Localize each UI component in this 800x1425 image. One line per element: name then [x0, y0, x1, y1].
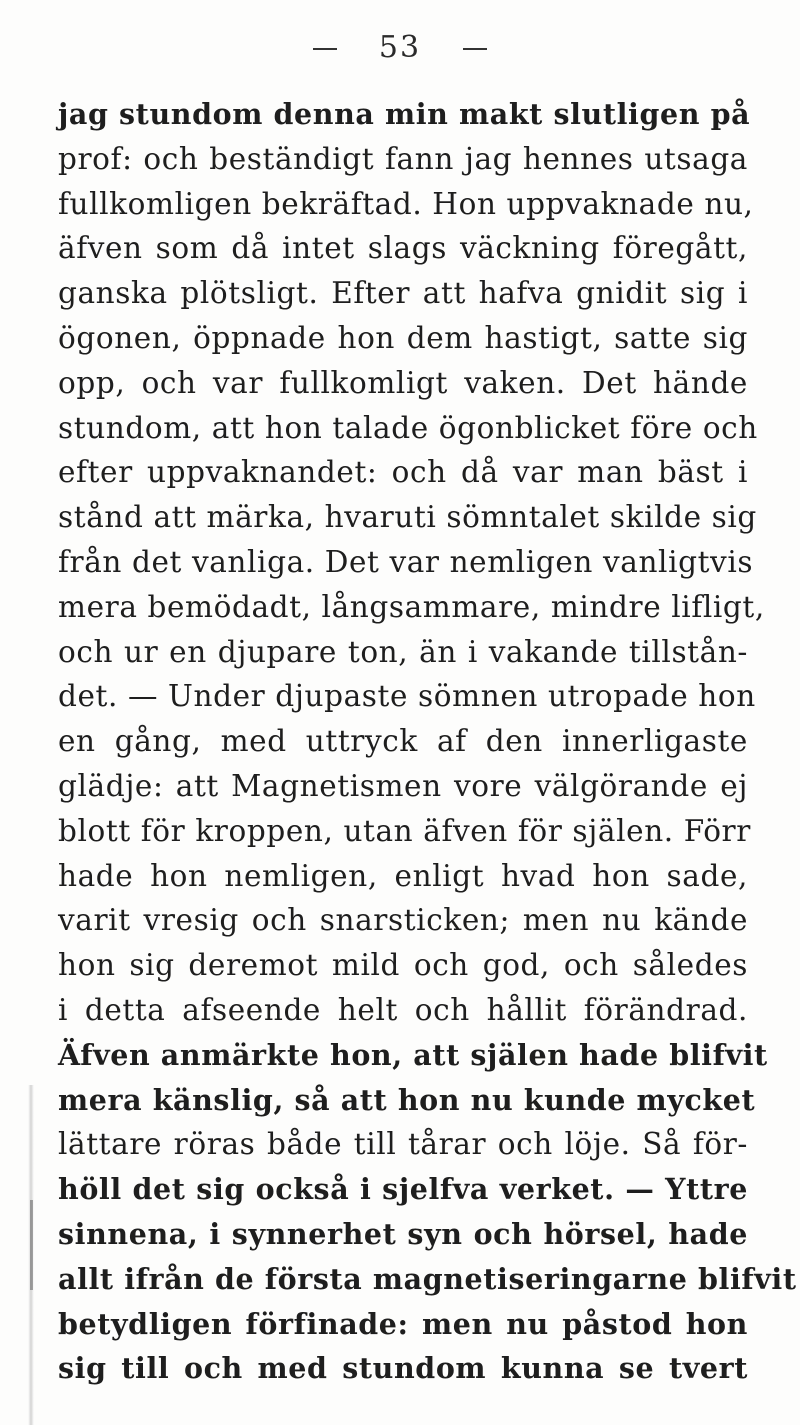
text-line: ganska plötsligt. Efter att hafva gnidit sig i [58, 276, 748, 311]
text-line: opp, och var fullkomligt vaken. Det hände [58, 365, 748, 400]
text-line: allt ifrån de första magnetiseringarne blifvit [58, 1261, 797, 1296]
text-line: fullkomligen bekräftad. Hon uppvaknade nu, [58, 186, 754, 221]
text-line: det. — Under djupaste sömnen utropade hon [58, 679, 756, 714]
text-line: prof: och beständigt fann jag hennes utsaga [58, 141, 748, 176]
text-line: betydligen förfinade: men nu påstod hon [58, 1306, 748, 1341]
page-binding-mark [30, 1200, 33, 1290]
text-line: mera bemödadt, långsammare, mindre lifligt, [58, 589, 765, 624]
text-line: i detta afseende helt och hållit förändrad. [58, 992, 748, 1027]
text-line: ögonen, öppnade hon dem hastigt, satte sig [58, 320, 748, 355]
text-line: varit vresig och snarsticken; men nu kände [58, 903, 748, 938]
header-dash-right [463, 48, 487, 50]
text-line: sig till och med stundom kunna se tvert [58, 1351, 748, 1386]
text-line: från det vanliga. Det var nemligen vanligtvis [58, 544, 754, 579]
text-line: glädje: att Magnetismen vore välgörande ej [58, 768, 748, 803]
text-line: efter uppvaknandet: och då var man bäst i [58, 455, 748, 490]
text-line: jag stundom denna min makt slutligen på [58, 97, 751, 131]
text-line: höll det sig också i sjelfva verket. — Yttre [58, 1172, 748, 1207]
text-line: Äfven anmärkte hon, att själen hade blifvit [58, 1037, 768, 1072]
text-line: en gång, med uttryck af den innerligaste [58, 724, 748, 759]
text-line: hon sig deremot mild och god, och således [58, 948, 748, 983]
body-text [58, 92, 797, 1391]
text-line: och ur en djupare ton, än i vakande tillstån- [58, 634, 748, 669]
text-line: stånd att märka, hvaruti sömntalet skilde sig [58, 500, 757, 535]
header-dash-left [313, 48, 337, 50]
text-line: lättare röras både till tårar och löje. Så för- [58, 1127, 748, 1162]
page-number: 53 [378, 30, 422, 65]
text-line: äfven som då intet slags väckning föregått, [58, 231, 748, 266]
page-header [0, 30, 800, 65]
text-line: stundom, att hon talade ögonblicket före och [58, 410, 758, 445]
text-line: hade hon nemligen, enligt hvad hon sade, [58, 858, 748, 893]
text-line: sinnena, i synnerhet syn och hörsel, hade [58, 1216, 748, 1251]
text-line: blott för kroppen, utan äfven för själen. Förr [58, 813, 751, 848]
text-line: mera känslig, så att hon nu kunde mycket [58, 1082, 756, 1117]
